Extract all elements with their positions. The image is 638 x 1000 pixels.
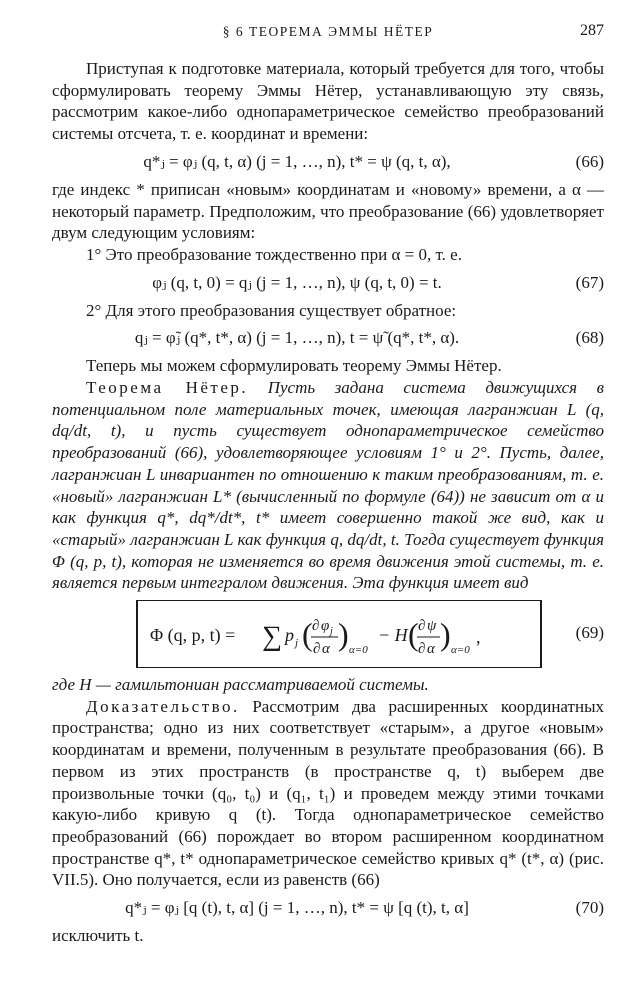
equation-70	[52, 891, 604, 925]
equation-70-number: (70)	[575, 898, 604, 918]
eq69-lhs: Φ (q, p, t) =	[150, 625, 236, 646]
paragraph-index-note: где индекс * приписан «новым» координатам и «новому» времени, а α — некоторый параметр. Предположим, что преобразование (66) удовлетворяет двум следующим условиям:	[52, 179, 604, 243]
condition-2: 2° Для этого преобразования существует обратное:	[86, 300, 457, 320]
equation-67-formula: φⱼ (q, t, 0) = qⱼ (j = 1, …, n), ψ (q, t, 0) = t.	[152, 272, 442, 292]
eq69-alpha: α	[322, 641, 330, 658]
eq69-subscript-2: α=0	[451, 644, 470, 657]
eq69-paren-open-1: (	[302, 616, 313, 653]
equation-70-formula: q*ⱼ = φⱼ [q (t), t, α] (j = 1, …, n), t* = ψ [q (t), t, α]	[125, 898, 469, 918]
eq69-p-index: j	[295, 637, 299, 650]
equation-68-number: (68)	[575, 328, 604, 348]
equation-67-number: (67)	[575, 272, 604, 292]
page-body	[52, 58, 604, 947]
paragraph-hamiltonian: где H — гамильтониан рассматриваемой системы.	[52, 675, 429, 695]
paragraph-exclude: исключить t.	[52, 926, 144, 946]
equation-69	[52, 600, 604, 670]
eq69-paren-close-1: )	[338, 616, 349, 653]
eq69-phi: φ	[321, 618, 330, 635]
equation-68-formula: qⱼ = φ̃ⱼ (q*, t*, α) (j = 1, …, n), t = ψ̃ (q*, t*, α).	[134, 328, 460, 348]
eq69-d-phi: ∂	[312, 618, 320, 635]
equation-66-number: (66)	[575, 151, 604, 171]
eq69-paren-open-2: (	[408, 616, 419, 653]
equation-66-formula: q*ⱼ = φⱼ (q, t, α) (j = 1, …, n), t* = ψ (q, t, α),	[143, 151, 451, 171]
equation-69-box	[136, 600, 542, 668]
equation-69-formula	[138, 601, 536, 667]
eq69-d-alpha-2: ∂	[418, 641, 426, 658]
page-number: 287	[580, 22, 604, 39]
theorem-label: Теорема Нётер.	[86, 378, 249, 398]
eq69-minus-h: − H	[378, 625, 408, 646]
theorem-statement	[52, 377, 604, 594]
equation-69-number: (69)	[575, 623, 604, 643]
eq69-alpha-2: α	[427, 641, 435, 658]
eq69-d-alpha: ∂	[313, 641, 321, 658]
equation-66	[52, 145, 604, 179]
eq69-subscript-1: α=0	[349, 644, 368, 657]
eq69-paren-close-2: )	[440, 616, 451, 653]
section-title: § 6 ТЕОРЕМА ЭММЫ НЁТЕР	[222, 24, 434, 39]
eq69-phi-index: j	[330, 626, 333, 638]
paragraph-intro: Приступая к подготовке материала, который требуется для того, чтобы сформулировать теорему Эммы Нётер, устанавливающую эту связь, рассмотрим какое-либо однопараметрическое семейство преобразований системы отсчета, т. е. координат и времени:	[52, 59, 604, 144]
equation-68	[52, 321, 604, 355]
running-header	[52, 24, 604, 48]
eq69-comma: ,	[476, 627, 481, 648]
equation-67	[52, 266, 604, 300]
proof-text: Рассмотрим два расширенных координатных пространства; одно из них соответствует «старым», а другое «новым» координатам и времени, полученным в результате преобразования (66). В первом из этих пространств (в пространстве q, t) выберем две произвольные точки (q₀, t₀) и (q₁, t₁) и проведем между этими точками какую-либо кривую q (t). Тогда однопараметрическое семейство преобразований (66) порождает во втором расширенном координатном пространстве q*, t* однопараметрическое семейство кривых q* (t*, α) (рис. VII.5). Оно получается, если из равенств (66)	[52, 696, 604, 890]
condition-1: 1° Это преобразование тождественно при α = 0, т. е.	[86, 244, 462, 264]
proof-paragraph	[52, 696, 604, 891]
eq69-sum: ∑	[262, 621, 282, 653]
eq69-d-psi: ∂	[418, 618, 426, 635]
theorem-text: Пусть задана система движущихся в потенциальном поле материальных точек, имеющая лагранжиан L (q, dq/dt, t), и пусть существует однопараметрическое семейство преобразований (66), удовлетворяющее условиям 1° и 2°. Пусть, далее, лагранжиан L инвариантен по отношению к таким преобразованиям, т. е. «новый» лагранжиан L* (вычисленный по формуле (64)) не зависит от α и как функция q*, dq*/dt*, t* имеет совершенно такой же вид, как и «старый» лагранжиан L как функция q, dq/dt, t. Тогда существует функция Φ (q, p, t), которая не изменяется во время движения этой системы, т. е. является первым интегралом движения. Эта функция имеет вид	[52, 378, 605, 593]
paragraph-theorem-intro: Теперь мы можем сформулировать теорему Эммы Нётер.	[86, 356, 502, 376]
eq69-p: p	[285, 625, 294, 646]
proof-label: Доказательство.	[86, 696, 240, 716]
eq69-psi: ψ	[427, 618, 437, 635]
